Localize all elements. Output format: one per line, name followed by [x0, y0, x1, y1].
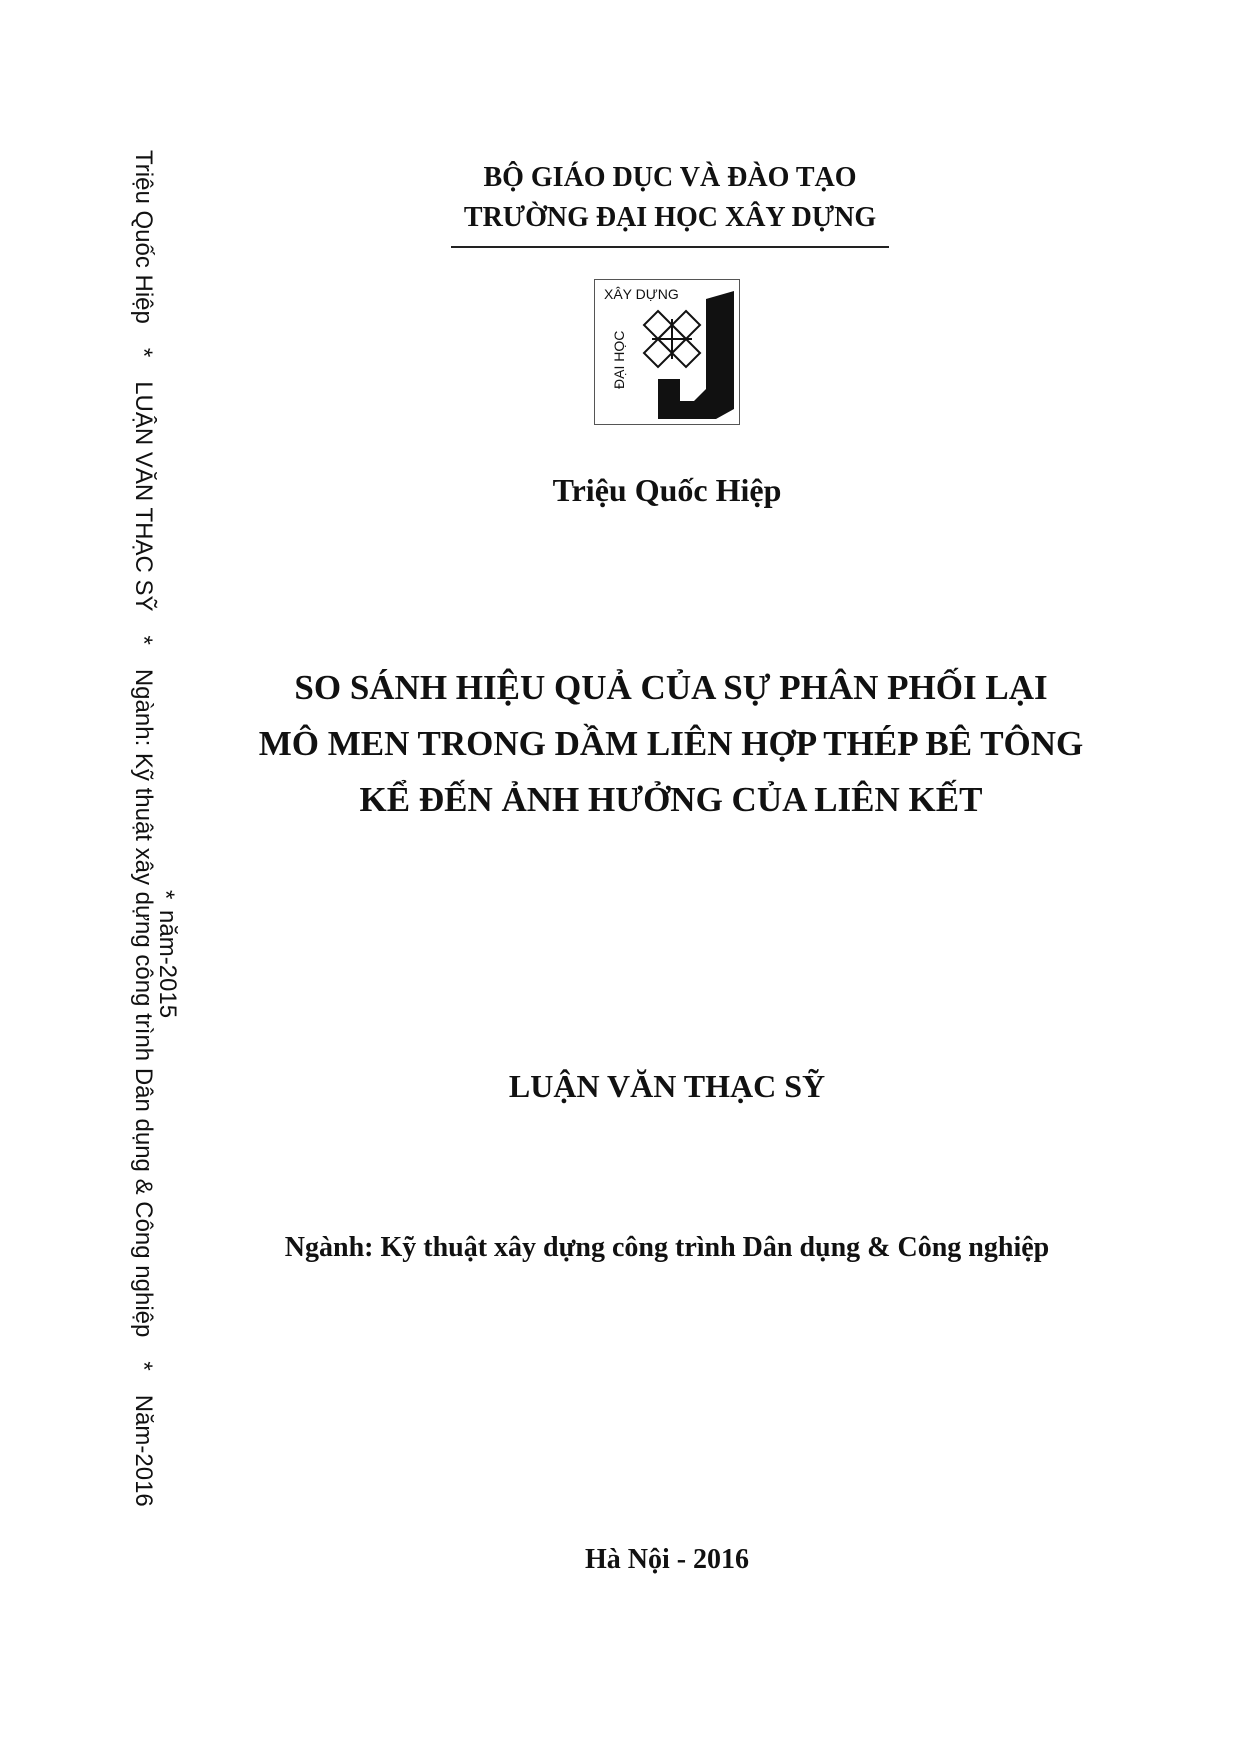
title-line: KỂ ĐẾN ẢNH HƯỞNG CỦA LIÊN KẾT: [359, 780, 983, 819]
spine-text: [112, 150, 181, 1507]
spine-separator-secondary: *: [152, 890, 179, 900]
ministry-name: BỘ GIÁO DỤC VÀ ĐÀO TẠO: [483, 162, 857, 193]
spine-separator: *: [130, 635, 157, 645]
spine-separator: *: [130, 1361, 157, 1371]
spine-year: Năm-2016: [130, 1394, 157, 1507]
institution-header: [440, 158, 900, 248]
university-name: TRƯỜNG ĐẠI HỌC XÂY DỰNG: [463, 202, 877, 233]
thesis-title: [190, 660, 1152, 828]
logo-side-text: ĐẠI HỌC: [611, 330, 627, 389]
title-line: SO SÁNH HIỆU QUẢ CỦA SỰ PHÂN PHỐI LẠI: [294, 668, 1048, 707]
header-divider: [451, 246, 889, 248]
thesis-type: LUẬN VĂN THẠC SỸ: [508, 1068, 826, 1104]
spine-main-line: [128, 150, 158, 1507]
spine-extra-line: năm-2015: [154, 910, 181, 1019]
title-line: MÔ MEN TRONG DẦM LIÊN HỢP THÉP BÊ TÔNG: [258, 724, 1084, 763]
spine-author: Triệu Quốc Hiệp: [130, 150, 157, 324]
spine-separator: *: [130, 347, 157, 358]
logo-top-text: XÂY DỰNG: [604, 286, 679, 302]
major-field: Ngành: Kỹ thuật xây dựng công trình Dân dụng & Công nghiệp: [284, 1232, 1050, 1263]
spine-major: Ngành: Kỹ thuật xây dựng công trình Dân dụng & Công nghiệp: [130, 668, 157, 1338]
university-logo: [594, 279, 740, 425]
place-date: Hà Nội - 2016: [584, 1544, 750, 1575]
spine-degree: LUẬN VĂN THẠC SỸ: [130, 381, 157, 612]
author-name: Triệu Quốc Hiệp: [552, 472, 782, 508]
